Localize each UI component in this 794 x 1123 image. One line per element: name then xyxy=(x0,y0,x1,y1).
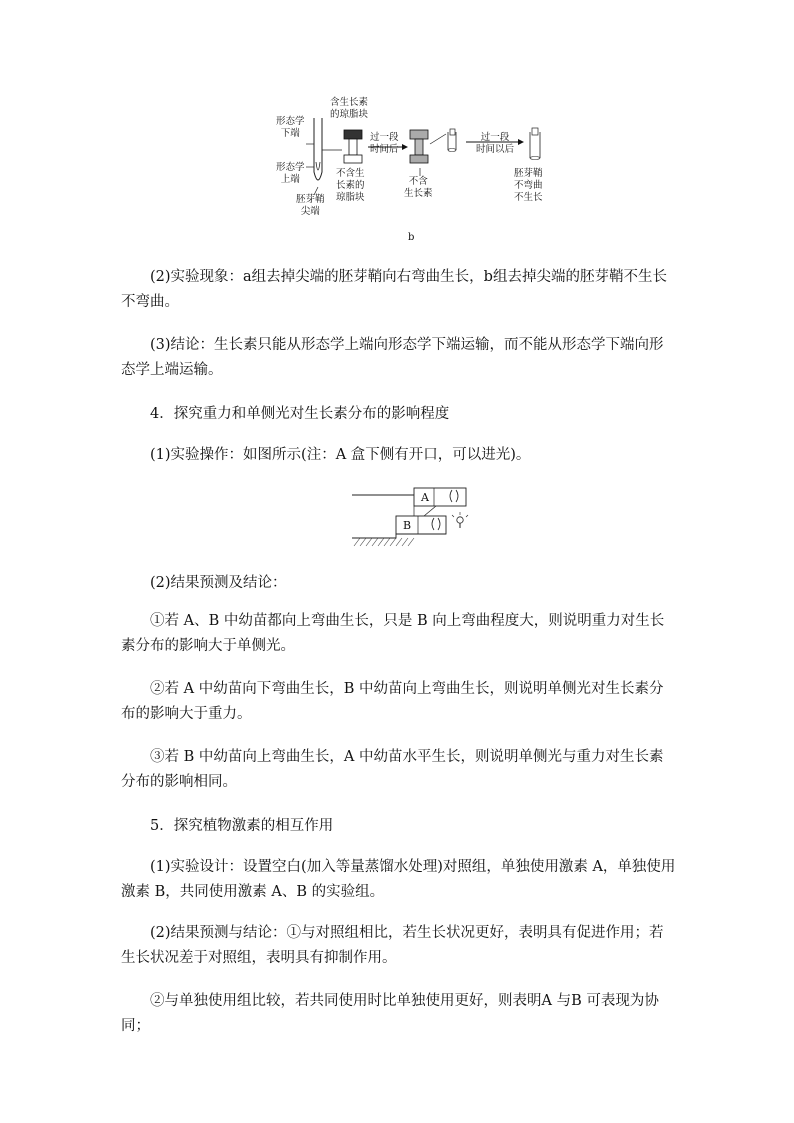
heading-section-4: 4．探究重力和单侧光对生长素分布的影响程度 xyxy=(150,406,450,422)
paragraph-prediction-heading: (2)结果预测及结论： xyxy=(150,575,287,591)
ground-hatching xyxy=(354,538,414,546)
paragraph-design: (1)实验设计：设置空白(加入等量蒸馏水处理)对照组，单独使用激素 A，单独使用激素 B，共同使用激素 A、B 的实验组。 xyxy=(121,859,676,900)
label-bottom-end: 形态学 上端 xyxy=(276,162,305,185)
paragraph-prediction-2: ②若 A 中幼苗向下弯曲生长，B 中幼苗向上弯曲生长，则说明单侧光对生长素分布的影响大于重力。 xyxy=(121,681,664,722)
paragraph-prediction-1: ①若 A、B 中幼苗都向上弯曲生长，只是 B 向上弯曲程度大，则说明重力对生长素分布的影响大于单侧光。 xyxy=(121,613,665,654)
figure-ab-drawing xyxy=(352,484,477,550)
box-b-label: B xyxy=(403,519,412,532)
paragraph-result: (2)结果预测与结论：①与对照组相比，若生长状况更好，表明具有促进作用；若生长状况差于对照组，表明具有抑制作用。 xyxy=(121,925,664,966)
label-result: 胚芽鞘 不弯曲 不生长 xyxy=(514,168,543,203)
label-top-end: 形态学 下端 xyxy=(276,116,305,139)
agar-block-without-auxin xyxy=(344,155,362,163)
figure-caption: b xyxy=(408,232,415,243)
label-no-auxin: 不含 生长素 xyxy=(404,176,433,199)
heading-section-5: 5．探究植物激素的相互作用 xyxy=(150,818,334,834)
paragraph-comparison: ②与单独使用组比较，若共同使用时比单独使用更好，则表明A 与B 可表现为协同； xyxy=(121,993,659,1034)
coleoptile-outline xyxy=(314,118,322,180)
light-bulb-icon xyxy=(457,517,463,523)
arrow-icon xyxy=(402,144,408,150)
paragraph-conclusion: (3)结论：生长素只能从形态学上端向形态学下端运输，而不能从形态学下端向形态学上端运输。 xyxy=(121,337,664,378)
coleoptile-segment xyxy=(349,139,357,155)
agar-block-with-auxin xyxy=(344,130,362,139)
label-after-time-2: 过一段 时间以后 xyxy=(476,132,515,155)
paragraph-phenomenon: (2)实验现象：a组去掉尖端的胚芽鞘向右弯曲生长，b组去掉尖端的胚芽鞘不生长不弯曲。 xyxy=(121,269,667,310)
label-tip: 胚芽鞘 尖端 xyxy=(296,194,325,217)
label-agar-without-auxin: 不含生 长素的 琼脂块 xyxy=(336,168,365,203)
figure-b xyxy=(270,92,560,252)
label-agar-with-auxin: 含生长素 的琼脂块 xyxy=(330,97,369,120)
arrow-icon xyxy=(518,139,524,145)
label-after-time-1: 过一段 时间后 xyxy=(370,132,399,155)
paragraph-operation: (1)实验操作：如图所示(注：A 盒下侧有开口，可以进光)。 xyxy=(150,447,531,463)
figure-ab xyxy=(352,484,477,550)
paragraph-prediction-3: ③若 B 中幼苗向上弯曲生长，A 中幼苗水平生长，则说明单侧光与重力对生长素分布的影响相同。 xyxy=(121,749,664,790)
box-a-label: A xyxy=(421,491,429,504)
